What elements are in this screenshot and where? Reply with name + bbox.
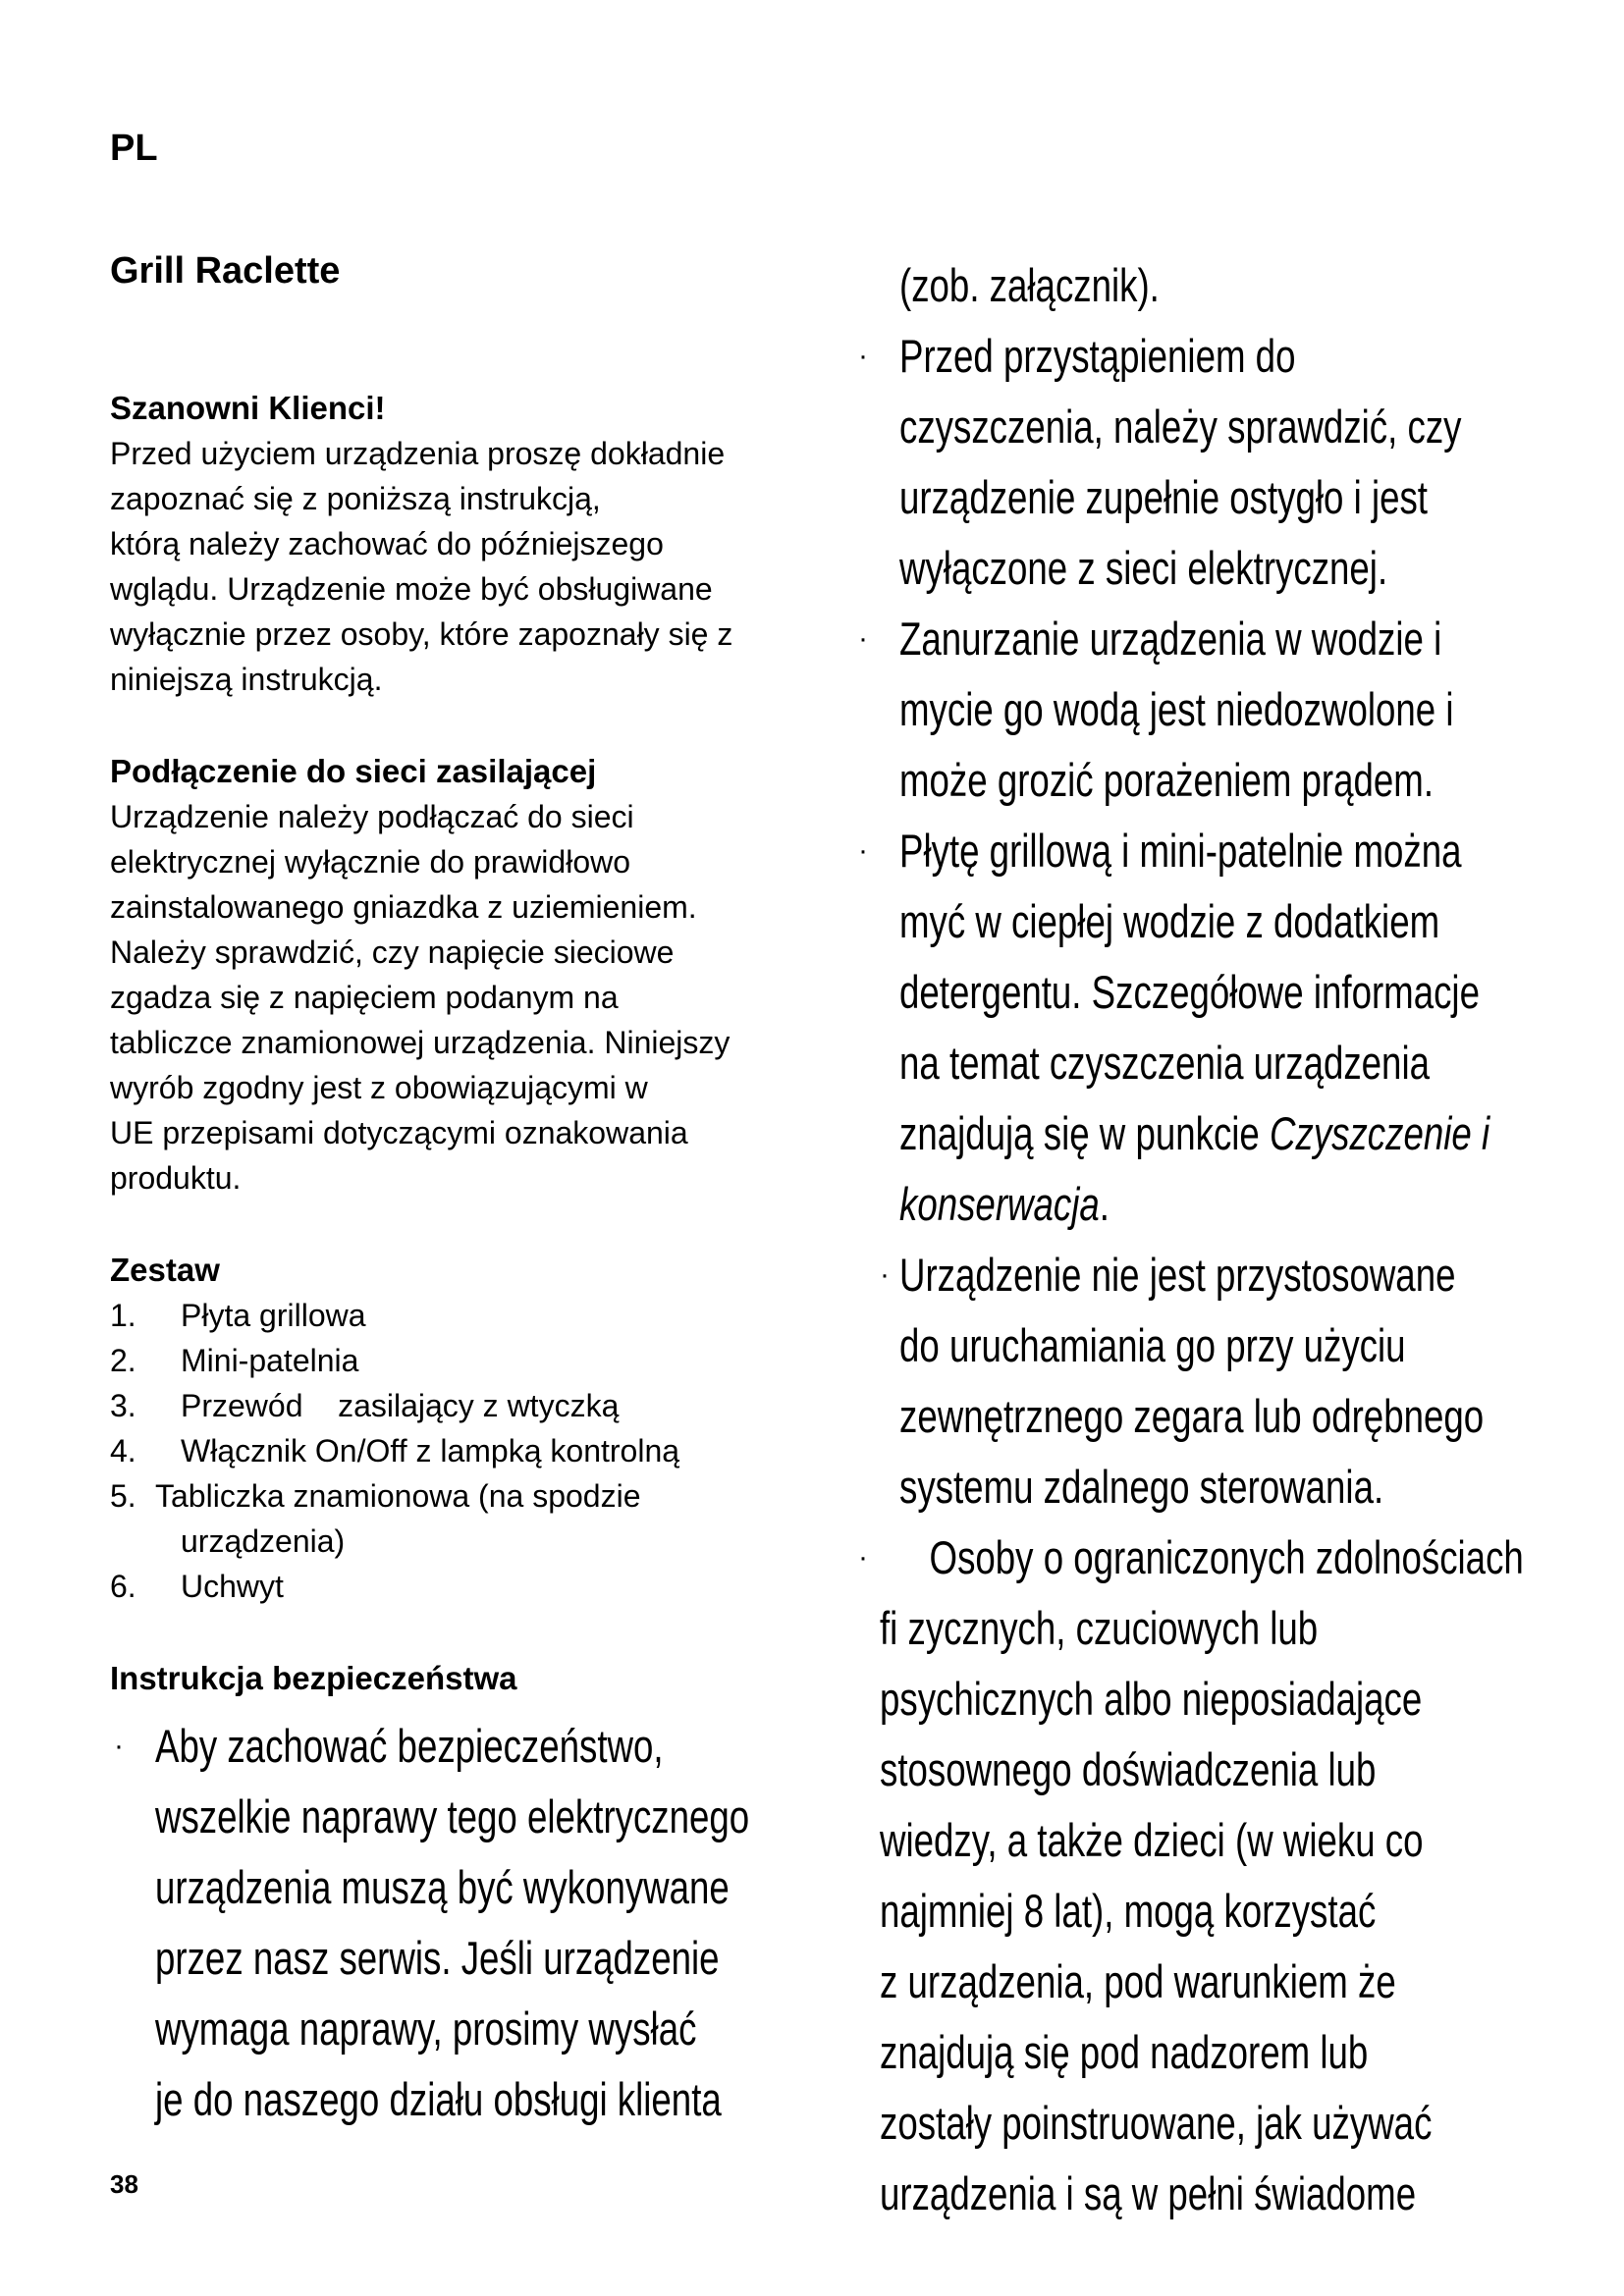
safety-bullet	[854, 321, 1581, 604]
power-heading: Podłączenie do sieci zasilającej	[110, 753, 597, 789]
text-line: urządzenie zupełnie ostygło i jest	[899, 471, 1429, 523]
list-item	[110, 1473, 797, 1564]
list-item-line: Tabliczka znamionowa (na spodzie	[155, 1478, 641, 1514]
safety-bullet	[854, 1522, 1581, 1593]
bullet-icon: ·	[858, 834, 868, 867]
bullet-icon: ·	[880, 1258, 890, 1291]
list-item-text: Przewód zasilający z wtyczką	[181, 1388, 620, 1423]
safety-bullet	[854, 604, 1581, 816]
language-code: PL	[110, 128, 158, 169]
text-line: zainstalowanego gniazdka z uziemieniem.	[110, 889, 697, 925]
document-title: Grill Raclette	[110, 250, 341, 292]
text-line: stosownego doświadczenia lub	[880, 1743, 1377, 1795]
text-line: produktu.	[110, 1160, 242, 1196]
list-item-number: 3.	[110, 1388, 136, 1423]
list-item-text: Płyta grillowa	[181, 1298, 366, 1333]
bullet-icon: ·	[114, 1730, 124, 1762]
list-item-number: 2.	[110, 1343, 136, 1378]
list-item-number: 1.	[110, 1298, 136, 1333]
text-line: wszelkie naprawy tego elektrycznego	[155, 1790, 750, 1842]
text-line: zgadza się z napięciem podanym na	[110, 980, 619, 1015]
list-item	[110, 1428, 797, 1473]
text-line: urządzenia i są w pełni świadome	[880, 2167, 1417, 2219]
safety-heading: Instrukcja bezpieczeństwa	[110, 1660, 517, 1696]
text-line: fi zycznych, czuciowych lub	[880, 1602, 1319, 1654]
continuation-line: (zob. załącznik).	[899, 259, 1160, 311]
italic-reference: konserwacja	[899, 1178, 1100, 1230]
safety-bullet	[110, 1711, 797, 2135]
text-line: UE przepisami dotyczącymi oznakowania	[110, 1115, 688, 1150]
greeting-text	[110, 431, 797, 702]
safety-bullet	[854, 816, 1581, 1240]
bullet-icon: ·	[858, 340, 868, 372]
text-line: urządzenia muszą być wykonywane	[155, 1861, 730, 1913]
text-line: Należy sprawdzić, czy napięcie sieciowe	[110, 934, 675, 970]
text-line: wyłączone z sieci elektrycznej.	[899, 542, 1388, 594]
text-line: zapoznać się z poniższą instrukcją,	[110, 481, 601, 516]
text-line: psychicznych albo nieposiadające	[880, 1673, 1423, 1725]
text-line: myć w ciepłej wodzie z dodatkiem	[899, 895, 1440, 947]
list-item-number: 6.	[110, 1569, 136, 1604]
page-number: 38	[110, 2169, 138, 2199]
text-line: Aby zachować bezpieczeństwo,	[155, 1720, 664, 1772]
text-line: wyrób zgodny jest z obowiązującymi w	[110, 1070, 648, 1105]
right-column	[854, 250, 1581, 2229]
text-line: z urządzenia, pod warunkiem że	[880, 1955, 1396, 2007]
text-line: wglądu. Urządzenie może być obsługiwane	[110, 571, 713, 607]
text-line: Urządzenie nie jest przystosowane	[899, 1249, 1456, 1301]
power-text	[110, 794, 797, 1201]
list-item	[110, 1383, 797, 1428]
text-line: czyszczenia, należy sprawdzić, czy	[899, 400, 1462, 453]
kit-heading: Zestaw	[110, 1252, 220, 1288]
text-line: do uruchamiania go przy użyciu	[899, 1319, 1406, 1371]
list-item	[110, 1564, 797, 1609]
text-line: je do naszego działu obsługi klienta	[155, 2073, 722, 2125]
list-item-text: Włącznik On/Off z lampką kontrolną	[181, 1433, 680, 1468]
text-line: Płytę grillową i mini-patelnie można	[899, 825, 1462, 877]
list-item-line: urządzenia)	[181, 1523, 346, 1559]
bullet-icon: ·	[858, 622, 868, 655]
text-line	[899, 1098, 1589, 1169]
text-line: elektrycznej wyłącznie do prawidłowo	[110, 844, 631, 880]
safety-bullet	[854, 1240, 1581, 1522]
left-column	[110, 385, 797, 2135]
text-line: Osoby o ograniczonych zdolnościach	[899, 1531, 1524, 1583]
text-line: mycie go wodą jest niedozwolone i	[899, 683, 1454, 735]
text-line: Przed przystąpieniem do	[899, 330, 1296, 382]
text-line: przez nasz serwis. Jeśli urządzenie	[155, 1932, 720, 1984]
text-line: detergentu. Szczegółowe informacje	[899, 966, 1480, 1018]
greeting-heading: Szanowni Klienci!	[110, 390, 386, 426]
text-line: Zanurzanie urządzenia w wodzie i	[899, 613, 1442, 665]
text-line: wiedzy, a także dzieci (w wieku co	[880, 1814, 1424, 1866]
text-line: wyłącznie przez osoby, które zapoznały się z	[110, 616, 733, 652]
text-line: tabliczce znamionowej urządzenia. Niniejszy	[110, 1025, 731, 1060]
list-item	[110, 1293, 797, 1338]
text-line: którą należy zachować do późniejszego	[110, 526, 664, 561]
list-item-number: 4.	[110, 1433, 136, 1468]
text-line: zostały poinstruowane, jak używać	[880, 2097, 1433, 2149]
text-line: najmniej 8 lat), mogą korzystać	[880, 1885, 1377, 1937]
list-item-text: Mini-patelnia	[181, 1343, 359, 1378]
list-item-number: 5.	[110, 1478, 136, 1514]
text-segment: .	[1099, 1178, 1110, 1230]
text-line: systemu zdalnego sterowania.	[899, 1461, 1384, 1513]
text-segment: znajdują się w punkcie	[899, 1107, 1271, 1159]
text-line: Urządzenie należy podłączać do sieci	[110, 799, 634, 834]
italic-reference: Czyszczenie i	[1270, 1107, 1490, 1159]
text-line: wymaga naprawy, prosimy wysłać	[155, 2002, 697, 2055]
list-item	[110, 1338, 797, 1383]
kit-list	[110, 1293, 797, 1609]
text-line: na temat czyszczenia urządzenia	[899, 1037, 1430, 1089]
text-line: znajdują się pod nadzorem lub	[880, 2026, 1369, 2078]
list-item-text	[155, 1473, 640, 1564]
text-line: zewnętrznego zegara lub odrębnego	[899, 1390, 1485, 1442]
text-line	[899, 1169, 1589, 1240]
list-item-text: Uchwyt	[181, 1569, 284, 1604]
bullet-icon: ·	[858, 1541, 868, 1574]
text-line: może grozić porażeniem prądem.	[899, 754, 1435, 806]
text-line: Przed użyciem urządzenia proszę dokładnie	[110, 436, 726, 471]
text-line: niniejszą instrukcją.	[110, 662, 383, 697]
